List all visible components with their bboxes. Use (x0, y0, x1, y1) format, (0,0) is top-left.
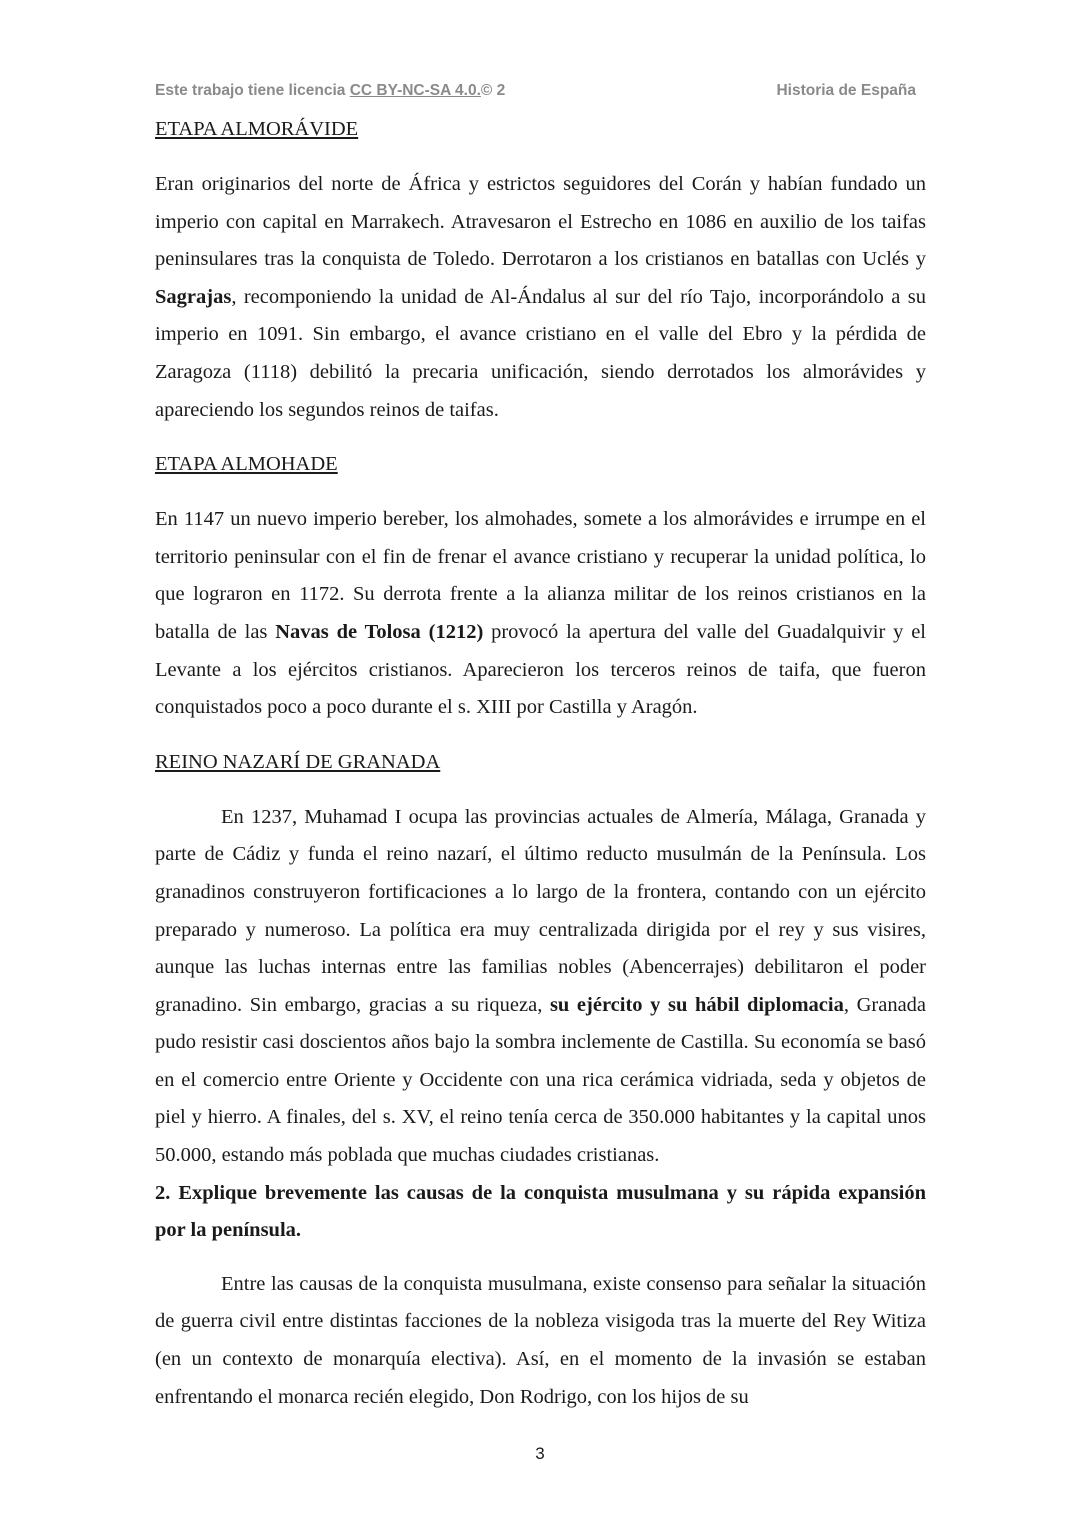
paragraph-almoravide (155, 166, 926, 429)
license-suffix: © 2 (480, 82, 506, 99)
paragraph-nazari (155, 799, 926, 1175)
question-heading: 2. Explique brevemente las causas de la conquista musulmana y su rápida expansión por la península. (155, 1181, 926, 1242)
text-span: provocó la apertura del valle del Guadalquivir y el Levante a los ejércitos cristianos. Aparecieron los terceros reinos de taifa, que fueron conquistados poco a poco durante el s. XIII por Castilla y Aragón. (155, 620, 926, 719)
text-span: En 1237, Muhamad I ocupa las provincias actuales de Almería, Málaga, Granada y parte de Cádiz y funda el reino nazarí, el último reducto musulmán de la Península. Los granadinos construyeron fortificaciones a lo largo de la frontera, contando con un ejército preparado y numeroso. La política era muy centralizada dirigida por el rey y sus visires, aunque las luchas internas entre las familias nobles (Abencerrajes) debilitaron el poder granadino. Sin embargo, gracias a su riqueza, (155, 805, 926, 1016)
text-span: En 1147 un nuevo imperio bereber, los almohades, somete a los almorávides e irrumpe en el territorio peninsular con el fin de frenar el avance cristiano y recuperar la unidad política, lo que lograron en 1172. Su derrota frente a la alianza militar de los reinos cristianos en la batalla de las (155, 508, 926, 643)
license-link[interactable]: CC BY-NC-SA 4.0. (349, 82, 481, 99)
text-span: , recomponiendo la unidad de Al-Ándalus al sur del río Tajo, incorporándolo a su imperio en 1091. Sin embargo, el avance cristiano en el valle del Ebro y la pérdida de Zaragoza (1118) debilitó la precaria unificación, siendo derrotados los almorávides y apareciendo los segundos reinos de taifas. (155, 285, 926, 421)
bold-term: Navas de Tolosa (1212) (275, 620, 484, 643)
page-content (155, 114, 926, 1436)
page-number: 3 (535, 1444, 545, 1463)
subject-header: Historia de España (776, 82, 916, 99)
paragraph-answer: Entre las causas de la conquista musulmana, existe consenso para señalar la situación de guerra civil entre distintas facciones de la nobleza visigoda tras la muerte del Rey Witiza (en un contexto de monarquía electiva). Así, en el momento de la invasión se estaban enfrentando el monarca recién elegido, Don Rodrigo, con los hijos de su (155, 1272, 926, 1408)
heading-nazari: REINO NAZARÍ DE GRANADA (155, 750, 441, 773)
license-prefix: Este trabajo tiene licencia (155, 82, 350, 99)
heading-almohade: ETAPA ALMOHADE (155, 453, 338, 476)
license-header (155, 82, 505, 100)
bold-term: Sagrajas (155, 285, 232, 308)
paragraph-almohade (155, 501, 926, 727)
heading-almoravide: ETAPA ALMORÁVIDE (155, 118, 359, 140)
bold-term: su ejército y su hábil diplomacia (549, 993, 844, 1016)
text-span: , Granada pudo resistir casi doscientos años bajo la sombra inclemente de Castilla. Su economía se basó en el comercio entre Oriente y Occidente con una rica cerámica vidriada, seda y objetos de piel y hierro. A finales, del s. XV, el reino tenía cerca de 350.000 habitantes y la capital unos 50.000, estando más poblada que muchas ciudades cristianas. (155, 993, 927, 1167)
text-span: Eran originarios del norte de África y estrictos seguidores del Corán y habían fundado un imperio con capital en Marrakech. Atravesaron el Estrecho en 1086 en auxilio de los taifas peninsulares tras la conquista de Toledo. Derrotaron a los cristianos en batallas con Uclés y (155, 173, 926, 271)
